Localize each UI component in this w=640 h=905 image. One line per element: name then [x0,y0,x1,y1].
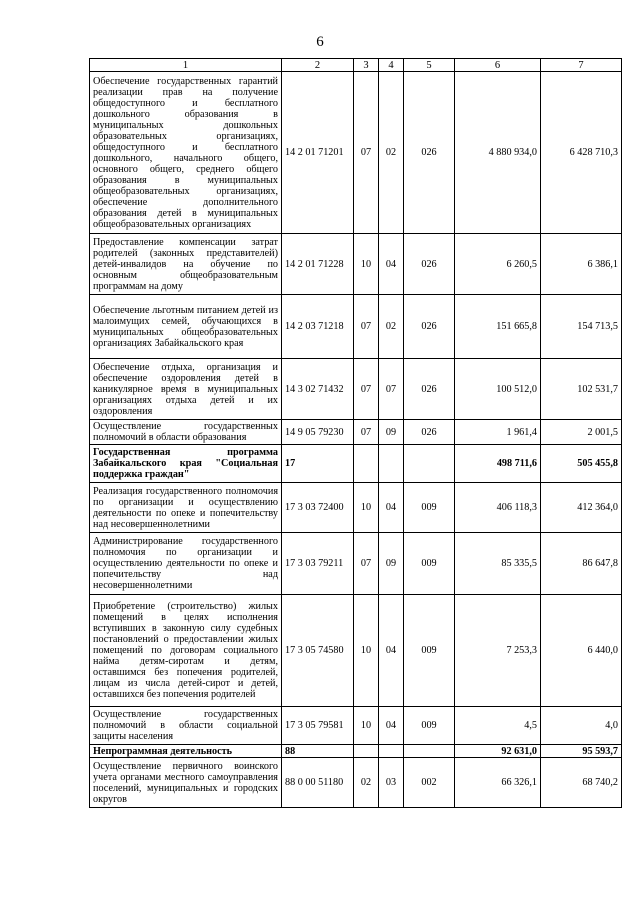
row-amount-2025: 102 531,7 [541,359,622,420]
row-subsection: 04 [379,595,404,707]
table-row [90,445,622,483]
row-subsection: 02 [379,295,404,359]
table-row [90,533,622,595]
budget-table [89,58,622,808]
row-vid [404,445,455,483]
row-amount-2025: 4,0 [541,707,622,745]
row-subsection: 04 [379,483,404,533]
row-code: 17 3 03 79211 [282,533,354,595]
column-header-5: 5 [404,59,455,72]
row-amount-2025: 86 647,8 [541,533,622,595]
column-header-2: 2 [282,59,354,72]
row-subsection: 03 [379,758,404,808]
row-code: 14 3 02 71432 [282,359,354,420]
row-name: Обеспечение отдыха, организация и обеспечение оздоровления детей в каникулярное время в муниципальных организациях отдыха детей и их оздоровления [90,359,282,420]
row-subsection: 04 [379,707,404,745]
column-header-4: 4 [379,59,404,72]
row-vid: 009 [404,595,455,707]
row-section [354,745,379,758]
row-code: 17 3 05 79581 [282,707,354,745]
row-section: 10 [354,707,379,745]
column-header-7: 7 [541,59,622,72]
row-subsection [379,745,404,758]
table-row [90,707,622,745]
row-section: 07 [354,533,379,595]
row-amount-2025: 154 713,5 [541,295,622,359]
column-header-6: 6 [455,59,541,72]
row-name: Реализация государственного полномочия по организации и осуществлению деятельности по опеке и попечительству над несовершеннолетними [90,483,282,533]
row-vid: 026 [404,420,455,445]
row-name: Осуществление государственных полномочий в области образования [90,420,282,445]
row-section: 07 [354,72,379,234]
page-number: 6 [316,34,324,50]
row-name: Непрограммная деятельность [90,745,282,758]
column-header-1: 1 [90,59,282,72]
row-amount-2024: 498 711,6 [455,445,541,483]
row-amount-2024: 66 326,1 [455,758,541,808]
row-amount-2024: 100 512,0 [455,359,541,420]
row-section: 07 [354,359,379,420]
row-code: 88 0 00 51180 [282,758,354,808]
table-row [90,595,622,707]
row-vid: 002 [404,758,455,808]
row-vid: 009 [404,483,455,533]
row-amount-2025: 68 740,2 [541,758,622,808]
row-name: Осуществление государственных полномочий в области социальной защиты населения [90,707,282,745]
row-subsection: 09 [379,420,404,445]
row-vid [404,745,455,758]
row-amount-2025: 505 455,8 [541,445,622,483]
table-row [90,483,622,533]
row-section: 10 [354,595,379,707]
row-amount-2025: 95 593,7 [541,745,622,758]
row-vid: 009 [404,533,455,595]
row-name: Предоставление компенсации затрат родителей (законных представителей) детей-инвалидов на обучение по основным общеобразовательным программам на дому [90,234,282,295]
row-section [354,445,379,483]
row-amount-2024: 92 631,0 [455,745,541,758]
row-code: 17 3 05 74580 [282,595,354,707]
row-amount-2025: 412 364,0 [541,483,622,533]
row-subsection: 07 [379,359,404,420]
row-name: Государственная программа Забайкальского края "Социальная поддержка граждан" [90,445,282,483]
row-code: 88 [282,745,354,758]
row-code: 14 2 03 71218 [282,295,354,359]
row-code: 14 2 01 71228 [282,234,354,295]
table-row [90,745,622,758]
row-amount-2024: 7 253,3 [455,595,541,707]
table-row [90,295,622,359]
row-vid: 026 [404,234,455,295]
row-section: 02 [354,758,379,808]
row-amount-2024: 406 118,3 [455,483,541,533]
row-subsection [379,445,404,483]
row-amount-2024: 85 335,5 [455,533,541,595]
row-vid: 026 [404,72,455,234]
row-amount-2025: 2 001,5 [541,420,622,445]
table-row [90,234,622,295]
row-amount-2024: 6 260,5 [455,234,541,295]
table-row [90,359,622,420]
row-amount-2025: 6 386,1 [541,234,622,295]
header-row [90,59,622,72]
row-section: 07 [354,420,379,445]
column-header-3: 3 [354,59,379,72]
table-row [90,72,622,234]
row-amount-2025: 6 428 710,3 [541,72,622,234]
row-subsection: 02 [379,72,404,234]
row-name: Обеспечение государственных гарантий реализации прав на получение общедоступного и бесплатного дошкольного образования в муниципальных дошкольных образовательных организациях, общедоступного и бесплатного дошкольного, начального общего, основного общего, среднего общего образования в муниципальных общеобразовательных организациях, обеспечение дополнительного образования детей в муниципальных общеобразовательных организациях [90,72,282,234]
row-amount-2024: 4 880 934,0 [455,72,541,234]
row-section: 07 [354,295,379,359]
row-name: Администрирование государственного полномочия по организации и осуществлению деятельности по опеке и попечительству над несовершеннолетними [90,533,282,595]
row-code: 14 9 05 79230 [282,420,354,445]
table-row [90,758,622,808]
row-vid: 009 [404,707,455,745]
row-name: Приобретение (строительство) жилых помещений в целях исполнения вступивших в законную силу судебных постановлений о предоставлении жилых помещений по договорам социального найма детям-сиротам и детям, оставшимся без попечения родителей, лицам из числа детей-сирот и детей, оставшихся без попечения родителей [90,595,282,707]
row-code: 17 [282,445,354,483]
row-code: 17 3 03 72400 [282,483,354,533]
row-subsection: 04 [379,234,404,295]
row-vid: 026 [404,295,455,359]
row-subsection: 09 [379,533,404,595]
table-row [90,420,622,445]
row-name: Обеспечение льготным питанием детей из малоимущих семей, обучающихся в муниципальных общеобразовательных организациях Забайкальского края [90,295,282,359]
row-amount-2024: 151 665,8 [455,295,541,359]
row-name: Осуществление первичного воинского учета органами местного самоуправления поселений, муниципальных и городских округов [90,758,282,808]
row-amount-2024: 4,5 [455,707,541,745]
row-amount-2025: 6 440,0 [541,595,622,707]
row-vid: 026 [404,359,455,420]
row-code: 14 2 01 71201 [282,72,354,234]
row-amount-2024: 1 961,4 [455,420,541,445]
row-section: 10 [354,483,379,533]
row-section: 10 [354,234,379,295]
